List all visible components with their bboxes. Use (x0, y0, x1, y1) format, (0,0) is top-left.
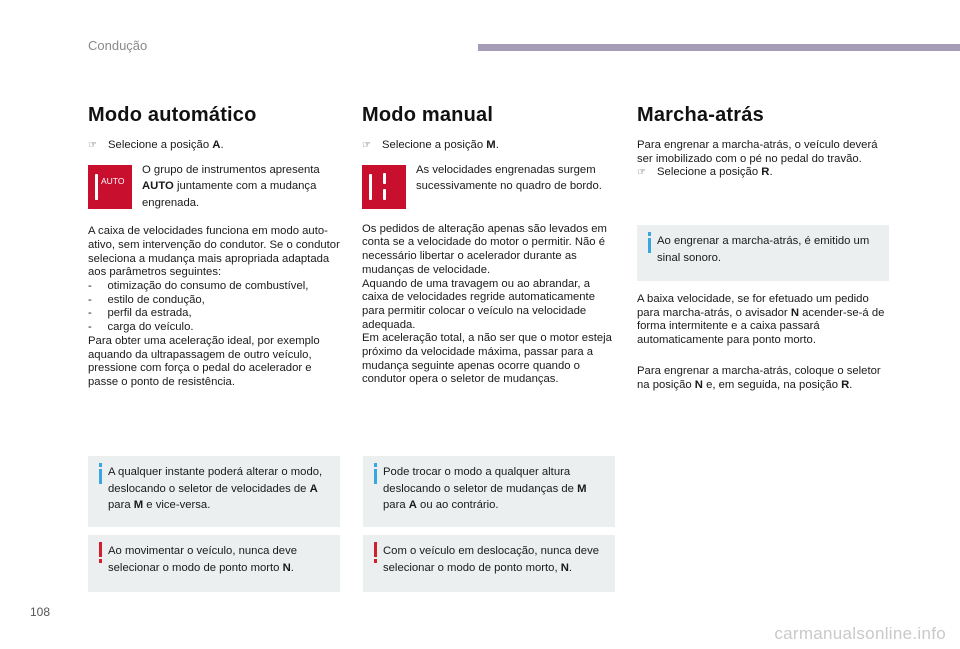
note-text: Ao engrenar a marcha-atrás, é emitido um sinal sonoro. (657, 235, 870, 264)
warning-icon (96, 542, 108, 564)
step-select-a (88, 139, 344, 153)
indicator-bar (383, 173, 386, 184)
arrow-glyph-icon: ☞ (637, 167, 646, 179)
step-select-r (637, 166, 893, 180)
warning-icon (371, 542, 383, 564)
warning-text: Ao movimentar o veículo, nunca deve selecionar o modo de ponto morto N. (108, 545, 298, 574)
indicator-bar (383, 189, 386, 200)
manual-gear-indicator-icon (362, 165, 406, 209)
manual-mode-body: Os pedidos de alteração apenas são levados em conta se a velocidade do motor o permitir. Não é necessário libertar o acelerador durante as mudanças de velocidade. Aquando de uma travagem ou ao abrandar, a caixa de velocidades regride automaticamente para permitir colocar o veículo na velocidade adequada. Em aceleração total, a não ser que o motor esteja próximo da velocidade máxima, passar para a mudança seguinte apenas ocorre quando o condutor opera o seletor de mudanças. (362, 222, 612, 386)
reverse-para-1: A baixa velocidade, se for efetuado um pedido para marcha-atrás, o avisador N acender-se-á de forma intermitente e a caixa passará automaticamente para ponto morto. (637, 293, 885, 347)
indicator-description: O grupo de instrumentos apresenta AUTO juntamente com a mudança engrenada. (142, 163, 320, 209)
heading-automatic-mode: Modo automático (88, 104, 257, 126)
info-icon (96, 463, 108, 485)
info-icon (371, 463, 383, 485)
step-select-m (362, 139, 618, 153)
indicator-bar (95, 189, 98, 200)
note-text: A qualquer instante poderá alterar o modo, deslocando o seletor de velocidades de A para M e vice-versa. (108, 466, 323, 511)
indicator-description: As velocidades engrenadas surgem sucessivamente no quadro de bordo. (416, 163, 602, 193)
watermark: carmanualsonline.info (774, 624, 946, 643)
page-number: 108 (30, 605, 51, 619)
note-automatic-switch (88, 456, 340, 527)
heading-reverse: Marcha-atrás (637, 104, 764, 126)
warning-manual-neutral (363, 535, 615, 592)
column-manual-mode (362, 104, 618, 387)
header-accent-bar (478, 44, 960, 51)
indicator-manual-row (362, 162, 618, 209)
step-text: Selecione a posição M. (382, 139, 499, 151)
warning-automatic-neutral (88, 535, 340, 592)
arrow-glyph-icon: ☞ (362, 140, 371, 151)
auto-indicator-icon (88, 165, 132, 209)
indicator-auto-row (88, 162, 344, 212)
column-automatic-mode (88, 104, 344, 390)
indicator-bar (369, 174, 372, 200)
automatic-mode-body: A caixa de velocidades funciona em modo auto-ativo, sem intervenção do condutor. Se o condutor seleciona a mudança mais apropriada adaptada aos parâmetros seguintes: - otimização do consumo de combustível, - estilo de condução, - perfil da estrada, - carga do veículo. Para obter uma aceleração ideal, por exemplo aquando da ultrapassagem de outro veículo, pressione com força o pedal do acelerador e passe o ponto de resistência. (88, 225, 340, 388)
column-reverse (637, 104, 893, 180)
note-text: Pode trocar o modo a qualquer altura deslocando o seletor de mudanças de M para A ou ao contrário. (383, 466, 587, 511)
step-text: Selecione a posição R. (657, 166, 773, 179)
arrow-glyph-icon: ☞ (88, 140, 97, 151)
heading-manual-mode: Modo manual (362, 104, 494, 126)
info-icon (645, 232, 657, 254)
note-manual-switch (363, 456, 615, 527)
auto-indicator-label: AUTO (101, 175, 125, 186)
reverse-para-2: Para engrenar a marcha-atrás, coloque o seletor na posição N e, em seguida, na posição R. (637, 365, 881, 391)
reverse-intro: Para engrenar a marcha-atrás, o veículo deverá ser imobilizado com o pé no pedal do travão. (637, 139, 878, 165)
warning-text: Com o veículo em deslocação, nunca deve selecionar o modo de ponto morto, N. (383, 545, 600, 574)
section-title: Condução (88, 38, 148, 53)
note-reverse-beep (637, 225, 889, 281)
step-text: Selecione a posição A. (108, 139, 224, 151)
